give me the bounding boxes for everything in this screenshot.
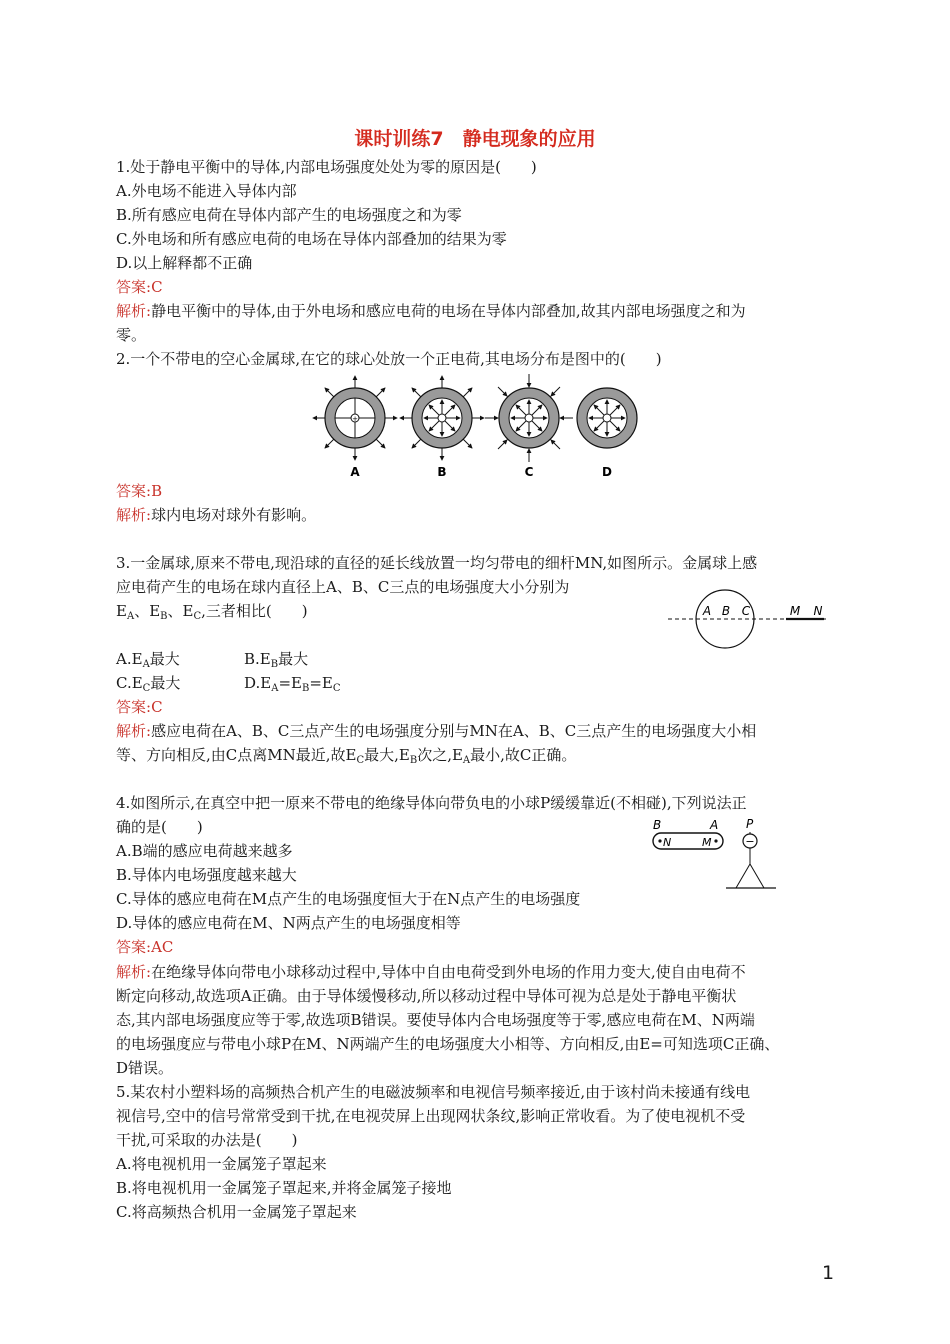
figure-b [400, 376, 484, 460]
q3-explanation-1: 解析:感应电荷在A、B、C三点产生的电场强度分别与MN在A、B、C三点产生的电场强度大小相 [116, 722, 757, 740]
q4-answer: 答案:AC [116, 938, 174, 956]
q4-explanation-4: 的电场强度应与带电小球P在M、N两端产生的电场强度大小相等、方向相反,由E=可知选项C正确、 [116, 1035, 780, 1053]
q4-option-c: C.导体的感应电荷在M点产生的电场强度恒大于在N点产生的电场强度 [116, 890, 581, 908]
q5-stem-2: 视信号,空中的信号常常受到干扰,在电视荧屏上出现网状条纹,影响正常收看。为了使电视机不受 [116, 1107, 746, 1125]
label-p: P [746, 817, 754, 831]
q4-option-a: A.B端的感应电荷越来越多 [116, 842, 293, 860]
q4-explanation-3: 态,其内部电场强度应等于零,故选项B错误。要使导体内合电场强度等于零,感应电荷在M、N两端 [116, 1011, 755, 1029]
q4-stem-1: 4.如图所示,在真空中把一原来不带电的绝缘导体向带负电的小球P缓缓靠近(不相碰),下列说法正 [116, 794, 747, 812]
q1-option-a: A.外电场不能进入导体内部 [116, 182, 297, 200]
q4-explanation-1: 解析:在绝缘导体向带电小球移动过程中,导体中自由电荷受到外电场的作用力变大,使自由电荷不 [116, 963, 746, 981]
q1-answer: 答案:C [116, 278, 163, 296]
label-b: B [721, 604, 731, 618]
label-n: N [663, 836, 672, 849]
q2-stem: 2.一个不带电的空心金属球,在它的球心处放一个正电荷,其电场分布是图中的( ) [116, 350, 662, 368]
q1-option-c: C.外电场和所有感应电荷的电场在导体内部叠加的结果为零 [116, 230, 507, 248]
q3-option-a: $A.E_A$最大 [116, 650, 180, 670]
q3-stem-3: $E_A$、$E_B$、$E_C$,三者相比( ) [116, 602, 308, 622]
q1-explanation-1: 解析:静电平衡中的导体,由于外电场和感应电荷的电场在导体内部叠加,故其内部电场强度之和为 [116, 302, 746, 320]
label-m: M [789, 604, 801, 618]
page-title: 课时训练7 静电现象的应用 [354, 128, 596, 150]
figure-a [313, 376, 397, 460]
figure-label-d: D [602, 465, 612, 479]
q3-sphere-rod-figure [668, 590, 828, 650]
q4-stem-2: 确的是( ) [116, 818, 203, 836]
q3-option-b: $B.E_B$最大 [244, 650, 309, 670]
q1-stem: 1.处于静电平衡中的导体,内部电场强度处处为零的原因是( ) [116, 158, 537, 176]
svg-text:+: + [352, 415, 358, 423]
label-a: A [710, 818, 719, 832]
q3-option-d: $D.E_A=E_B=E_C$ [244, 674, 341, 694]
q3-stem-1: 3.一金属球,原来不带电,现沿球的直径的延长线放置一均匀带电的细杆MN,如图所示。金属球上感 [116, 554, 758, 572]
page-number: 1 [822, 1262, 835, 1284]
figure-c [485, 374, 573, 462]
figure-label-c: C [524, 465, 534, 479]
q4-explanation-2: 断定向移动,故选项A正确。由于导体缓慢移动,所以移动过程中导体可视为总是处于静电平衡状 [116, 987, 737, 1005]
q4-option-b: B.导体内电场强度越来越大 [116, 866, 297, 884]
q4-conductor-figure [650, 816, 790, 896]
q2-answer: 答案:B [116, 482, 163, 500]
label-n: N [813, 604, 823, 618]
q5-option-c: C.将高频热合机用一金属笼子罩起来 [116, 1203, 357, 1221]
q3-explanation-2: 等、方向相反,由C点离MN最近,故$E_C$最大$,E_B$次之$,E_A$最小,故C正确。 [116, 746, 577, 766]
q2-explanation: 解析:球内电场对球外有影响。 [116, 506, 317, 524]
q3-stem-2: 应电荷产生的电场在球内直径上A、B、C三点的电场强度大小分别为 [116, 578, 570, 596]
figure-d [577, 388, 637, 448]
q4-explanation-5: D错误。 [116, 1059, 174, 1077]
ball-charge: − [745, 835, 755, 848]
q1-explanation-2: 零。 [116, 326, 147, 344]
label-a: A [702, 604, 712, 618]
q1-option-b: B.所有感应电荷在导体内部产生的电场强度之和为零 [116, 206, 462, 224]
q4-option-d: D.导体的感应电荷在M、N两点产生的电场强度相等 [116, 914, 461, 932]
figure-label-a: A [350, 465, 360, 479]
figure-label-b: B [437, 465, 447, 479]
q3-option-c: $C.E_C$最大 [116, 674, 181, 694]
q5-option-a: A.将电视机用一金属笼子罩起来 [116, 1155, 327, 1173]
q5-option-b: B.将电视机用一金属笼子罩起来,并将金属笼子接地 [116, 1179, 452, 1197]
label-c: C [741, 604, 751, 618]
q2-sphere-figures [310, 370, 650, 480]
q5-stem-3: 干扰,可采取的办法是( ) [116, 1131, 298, 1149]
label-m: M [702, 836, 712, 849]
label-b: B [653, 818, 662, 832]
q3-answer: 答案:C [116, 698, 163, 716]
q1-option-d: D.以上解释都不正确 [116, 254, 253, 272]
q5-stem-1: 5.某农村小塑料场的高频热合机产生的电磁波频率和电视信号频率接近,由于该村尚未接通有线电 [116, 1083, 751, 1101]
